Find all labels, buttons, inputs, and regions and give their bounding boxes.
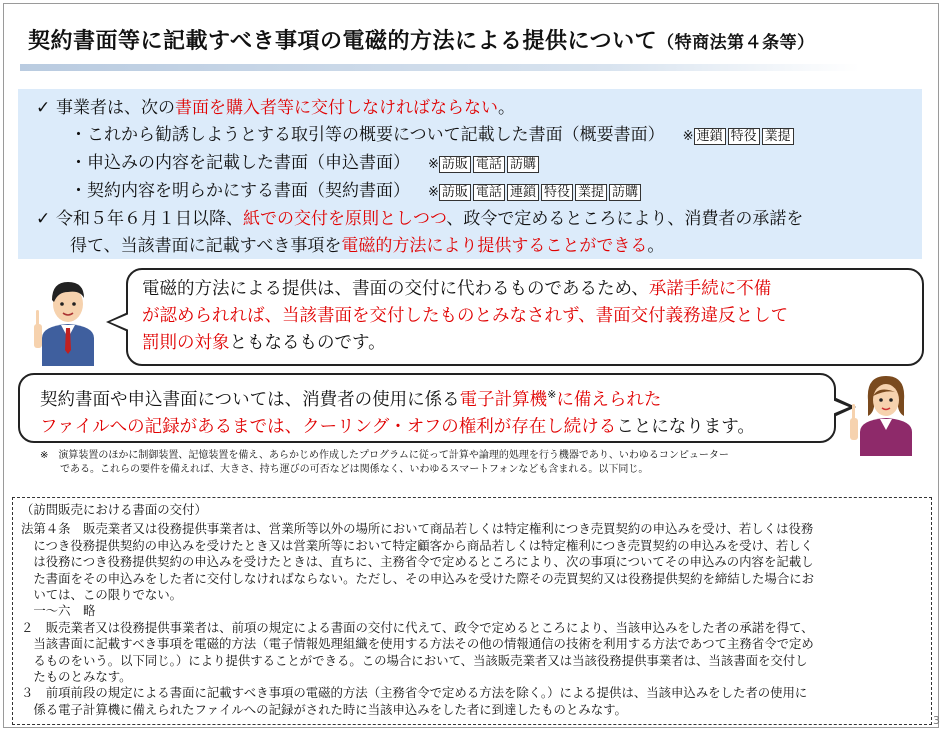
callout-text: 得て、当該書面に記載すべき事項を: [70, 236, 342, 256]
law-line: 係る電子計算機に備えられたファイルへの記録がされた時に当該申込みをした者に到達したものとみなす。: [21, 701, 627, 717]
law-line: いては、この限りでない。: [21, 587, 183, 603]
summary-callout: [18, 89, 922, 259]
law-heading: （訪問販売における書面の交付）: [21, 502, 207, 517]
tag: 訪購: [609, 184, 641, 201]
bubble-tail-inner: [110, 314, 129, 330]
tag: 特役: [541, 184, 573, 201]
bubble-text: ことになります。: [616, 416, 755, 437]
title-underline: [20, 64, 860, 71]
callout-item-contract: [36, 178, 908, 206]
tag: 訪販: [439, 184, 471, 201]
bubble-emphasis: に備えられた: [556, 389, 662, 410]
callout-item-overview: [36, 122, 908, 150]
footnote-line: である。これらの要件を備えれば、大きさ、持ち運びの可否などは関係なく、いわゆるスマートフォンなども含まれる。以下同じ。: [60, 464, 649, 475]
callout-emphasis: 紙での交付を原則としつつ: [243, 209, 447, 229]
title-main: 契約書面等に記載すべき事項の電磁的方法による提供について: [28, 29, 658, 54]
note-mark: ※: [547, 388, 557, 401]
note-mark: ※: [428, 157, 439, 172]
page-title: [28, 24, 928, 55]
callout-text: 事業者は、次の: [56, 98, 175, 118]
title-paren: （特商法第４条等）: [657, 33, 815, 53]
footnote-line: [40, 449, 900, 463]
tag: 電話: [473, 184, 505, 201]
callout-text: 。: [647, 236, 665, 256]
law-line: 当該書面に記載すべき事項を電磁的方法（電子情報処理組織を使用する方法その他の情報通信の技術を利用する方法であつて主務省令で定め: [21, 636, 814, 652]
note-mark: ※: [682, 129, 694, 144]
law-line: ３ 前項前段の規定による書面に記載すべき事項の電磁的方法（主務省令で定める方法を除く。）による提供は、当該申込みをした者の使用に: [21, 685, 808, 701]
callout-line-1: [36, 95, 908, 122]
page-number: 3: [933, 714, 940, 727]
law-line: につき役務提供契約の申込みを受けたとき又は営業所等において特定顧客から商品若しくは特定権利につき売買契約の申込みを受け、若しく: [21, 537, 814, 553]
callout-text: 令和５年６月１日以降、: [56, 209, 243, 229]
bubble-emphasis: ファイルへの記録があるまでは、クーリング・オフの権利が存在し続ける: [40, 416, 617, 437]
man-presenter-icon: [28, 268, 108, 366]
law-line: は役務につき役務提供契約の申込みを受けたときは、直ちに、主務省令で定めるところにより、次の事項についてその申込みの内容を記載し: [21, 554, 814, 570]
tag: 業提: [575, 184, 607, 201]
footnote-text: 演算装置のほかに制御装置、記憶装置を備え、あらかじめ作成したプログラムに従って計算や論理的処理を行う機器であり、いわゆるコンピューター: [58, 450, 729, 461]
tag: 電話: [473, 156, 505, 173]
callout-emphasis: 書面を購入者等に交付しなければならない: [175, 98, 498, 118]
speech-bubble-cooling-off: [18, 373, 836, 443]
footnote: [40, 449, 900, 477]
law-line: 法第４条 販売業者又は役務提供事業者は、営業所等以外の場所において商品若しくは特定権利につき売買契約の申込みを受け、若しくは役務: [21, 521, 814, 537]
tag: 業提: [762, 128, 794, 145]
bubble-emphasis: 罰則の対象: [142, 333, 230, 353]
tag: 特役: [728, 128, 760, 145]
callout-text: 。: [498, 98, 515, 118]
bubble-emphasis: が認められれば、当該書面を交付したものとみなされず、書面交付義務違反として: [142, 306, 789, 326]
tag: 訪購: [507, 156, 539, 173]
note-mark: ※: [40, 450, 49, 461]
law-line: たものとみなす。: [21, 669, 132, 685]
bubble-emphasis: 電子計算機: [459, 389, 548, 410]
law-line: 一～六 略: [21, 603, 96, 619]
bubble-text: 電磁的方法による提供は、書面の交付に代わるものであるため、: [142, 279, 649, 299]
tag: 訪販: [439, 156, 471, 173]
item-text: ・契約内容を明らかにする書面（契約書面）: [70, 181, 410, 201]
note-mark: ※: [428, 185, 439, 200]
item-text: ・これから勧誘しようとする取引等の概要について記載した書面（概要書面）: [70, 125, 665, 145]
callout-emphasis: 電磁的方法により提供することができる: [341, 236, 648, 256]
law-excerpt-box: [12, 497, 932, 725]
speech-bubble-warning: [126, 268, 924, 366]
callout-line-2: [36, 206, 908, 233]
item-text: ・申込みの内容を記載した書面（申込書面）: [70, 153, 410, 173]
tag: 連鎖: [507, 184, 539, 201]
callout-item-application: [36, 150, 908, 178]
bubble-text: 契約書面や申込書面については、消費者の使用に係る: [40, 389, 460, 410]
woman-presenter-icon: [846, 366, 926, 456]
bubble-emphasis: 承諾手続に不備: [648, 279, 772, 299]
bubble-text: ともなるものです。: [229, 333, 386, 353]
law-line: た書面をその申込みをした者に交付しなければならない。ただし、その申込みを受けた際その売買契約又は役務提供契約を締結した場合にお: [21, 570, 814, 586]
check-icon: ✓: [36, 209, 51, 229]
law-line: ２ 販売業者又は役務提供事業者は、前項の規定による書面の交付に代えて、政令で定めるところにより、当該申込みをした者の承諾を得て、: [21, 619, 814, 635]
tag: 連鎖: [694, 128, 726, 145]
check-icon: ✓: [36, 98, 51, 118]
callout-text: 、政令で定めるところにより、消費者の承諾を: [446, 209, 804, 229]
law-line: るものをいう。以下同じ。）により提供することができる。この場合において、当該販売業者又は当該役務提供事業者は、当該書面を交付し: [21, 652, 808, 668]
callout-line-3: [36, 233, 908, 260]
